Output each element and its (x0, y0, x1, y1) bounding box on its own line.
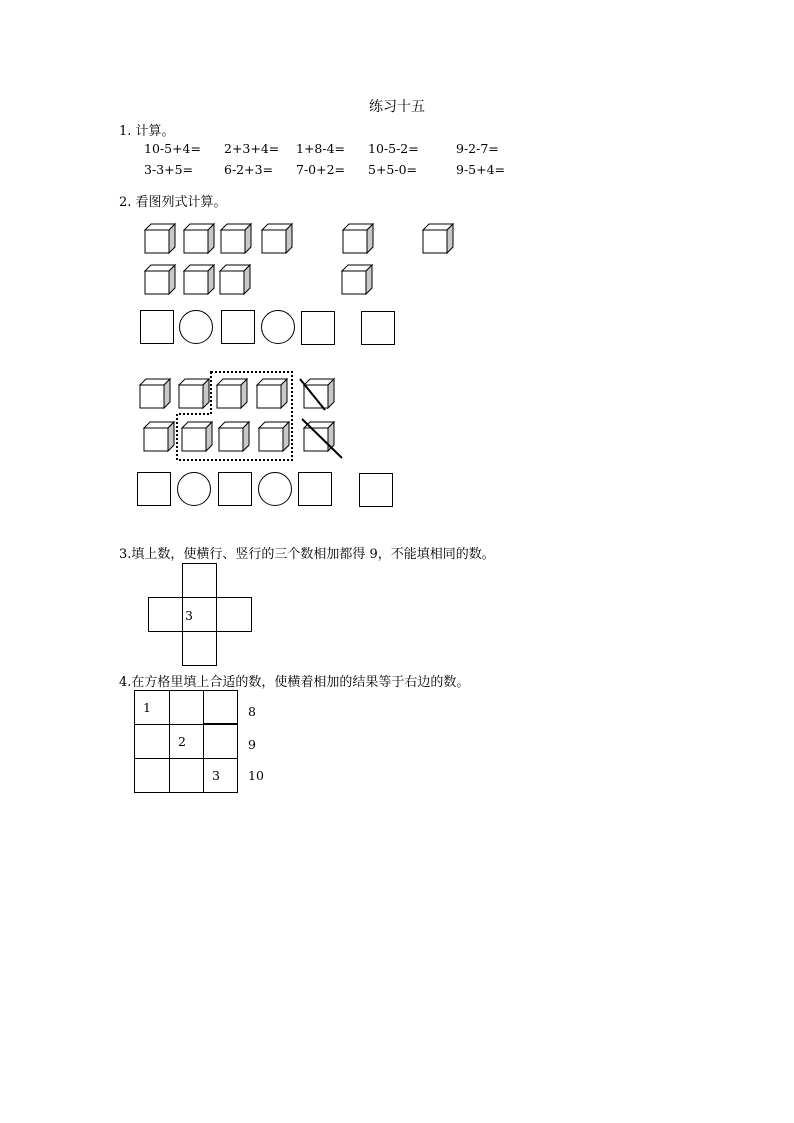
answer-box[interactable] (137, 472, 171, 506)
cross-cell-left[interactable] (148, 597, 183, 632)
expression: 9-5+4= (456, 162, 506, 177)
answer-box[interactable] (140, 310, 174, 344)
q1-heading: 1. 计算。 (119, 124, 175, 139)
grid-cell[interactable] (169, 758, 204, 793)
cross-cell-right[interactable] (216, 597, 252, 632)
answer-box[interactable] (218, 472, 252, 506)
cube-icon (257, 379, 287, 408)
cell-value: 3 (185, 608, 193, 623)
answer-box[interactable] (359, 473, 393, 507)
cross-cell-bottom[interactable] (182, 631, 217, 666)
cube-icon (343, 224, 373, 253)
grid-cell (203, 758, 238, 793)
expression: 1+8-4= (296, 141, 346, 156)
q4-heading: 4.在方格里填上合适的数，使横着相加的结果等于右边的数。 (119, 675, 470, 690)
cube-icon (145, 265, 175, 294)
cube-icon (221, 224, 251, 253)
cube-icon (145, 224, 175, 253)
cell-value: 2 (178, 734, 186, 749)
operator-circle[interactable] (179, 310, 213, 344)
expression: 9-2-7= (456, 141, 499, 156)
cube-icon (144, 422, 174, 451)
cube-icon (184, 224, 214, 253)
cube-icon (259, 422, 289, 451)
cube-icon (217, 379, 247, 408)
cell-value: 1 (143, 700, 151, 715)
answer-box[interactable] (361, 311, 395, 345)
q2-heading: 2. 看图列式计算。 (119, 195, 227, 210)
cube-icon (140, 379, 170, 408)
operator-circle[interactable] (261, 310, 295, 344)
grid-cell[interactable] (134, 758, 170, 793)
cube-icon (219, 422, 249, 451)
answer-box[interactable] (298, 472, 332, 506)
page-title: 练习十五 (369, 99, 425, 115)
answer-box[interactable] (221, 310, 255, 344)
grid-cell (134, 690, 170, 725)
cube-icon (220, 265, 250, 294)
cube-icon (342, 265, 372, 294)
grid-cell (169, 724, 204, 759)
cube-icon (423, 224, 453, 253)
cross-cell-top[interactable] (182, 563, 217, 598)
expression: 10-5+4= (144, 141, 201, 156)
grid-cell[interactable] (134, 724, 170, 759)
q3-heading: 3.填上数，使横行、竖行的三个数相加都得 9，不能填相同的数。 (119, 547, 495, 562)
expression: 2+3+4= (224, 141, 280, 156)
cube-icon (182, 422, 212, 451)
row-total: 8 (248, 704, 256, 719)
cube-icon (262, 224, 292, 253)
operator-circle[interactable] (258, 472, 292, 506)
grid-cell[interactable] (203, 724, 238, 759)
row-total: 10 (248, 768, 264, 783)
expression: 10-5-2= (368, 141, 419, 156)
expression: 5+5-0= (368, 162, 418, 177)
expression: 6-2+3= (224, 162, 274, 177)
grid-cell[interactable] (169, 690, 204, 725)
cell-value: 3 (212, 768, 220, 783)
grid-cell[interactable] (203, 690, 238, 725)
cube-icon (184, 265, 214, 294)
cube-icon (179, 379, 209, 408)
expression: 3-3+5= (144, 162, 194, 177)
answer-box[interactable] (301, 311, 335, 345)
operator-circle[interactable] (177, 472, 211, 506)
expression: 7-0+2= (296, 162, 346, 177)
row-total: 9 (248, 737, 256, 752)
cross-cell-center (182, 597, 217, 632)
